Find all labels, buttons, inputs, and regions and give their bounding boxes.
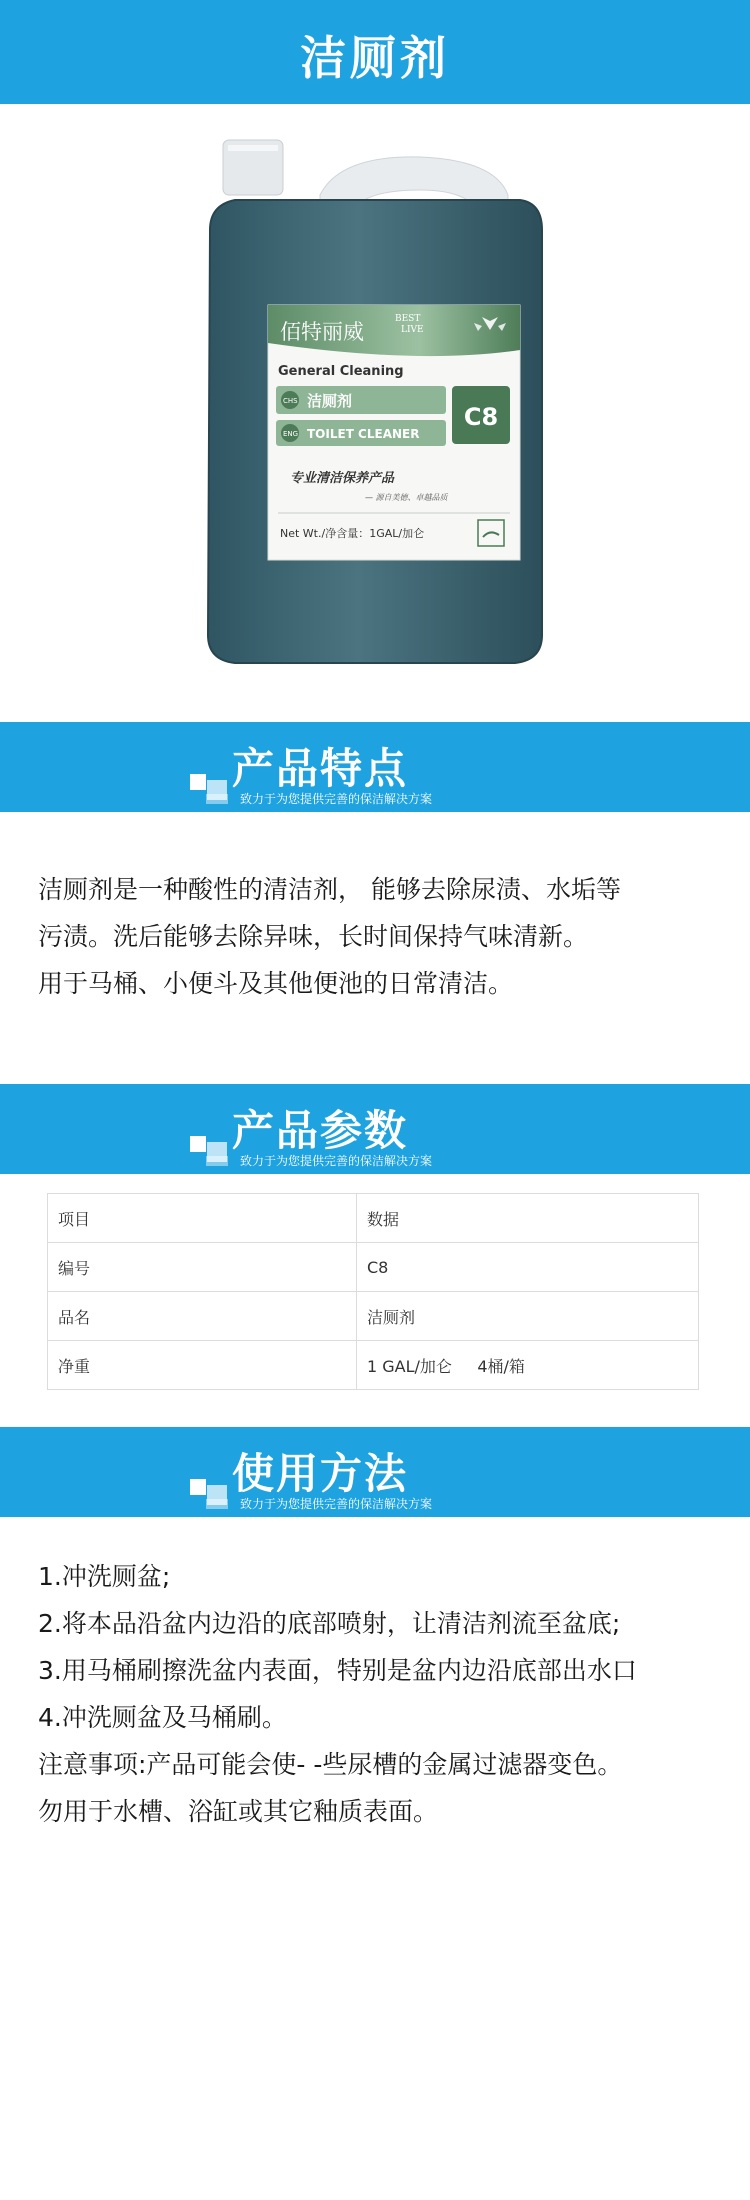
features-line: 洁厕剂是一种酸性的清洁剂， 能够去除尿渍、水垢等 — [38, 875, 621, 904]
square-icon — [190, 1479, 206, 1495]
usage-instructions — [38, 1553, 718, 1835]
features-description — [38, 866, 718, 1007]
product-code: C8 — [463, 403, 499, 431]
features-subtitle: 致力于为您提供完善的保洁解决方案 — [240, 792, 433, 806]
brand-cn: 佰特丽威 — [280, 320, 364, 344]
square-icon — [206, 794, 228, 804]
square-icon — [190, 774, 206, 790]
label-name-en: TOILET CLEANER — [307, 427, 420, 441]
usage-line: 注意事项:产品可能会使- -些尿槽的金属过滤器变色。 — [38, 1750, 623, 1779]
label-name-cn: 洁厕剂 — [307, 392, 353, 410]
table-cell: C8 — [357, 1243, 699, 1292]
category-label: General Cleaning — [278, 364, 404, 379]
usage-line: 2.将本品沿盆内边沿的底部喷射，让清洁剂流至盆底; — [38, 1609, 621, 1638]
table-cell: 品名 — [48, 1292, 357, 1341]
product-label — [268, 305, 520, 560]
brand-en-2: LIVE — [401, 325, 424, 335]
params-table — [47, 1193, 699, 1390]
table-cell: 数据 — [357, 1194, 699, 1243]
params-title: 产品参数 — [232, 1106, 409, 1155]
net-weight: Net Wt./净含量：1GAL/加仑 — [280, 527, 425, 540]
usage-subtitle: 致力于为您提供完善的保洁解决方案 — [240, 1497, 433, 1511]
params-subtitle: 致力于为您提供完善的保洁解决方案 — [240, 1154, 433, 1168]
square-icon — [190, 1136, 206, 1152]
features-line: 污渍。洗后能够去除异味，长时间保持气味清新。 — [38, 922, 589, 951]
page-title: 洁厕剂 — [300, 31, 450, 85]
usage-title: 使用方法 — [232, 1449, 409, 1498]
table-cell: 净重 — [48, 1341, 357, 1390]
title-banner — [0, 0, 750, 104]
params-banner — [0, 1084, 750, 1174]
usage-line: 3.用马桶刷擦洗盆内表面，特别是盆内边沿底部出水口 — [38, 1656, 637, 1685]
slogan-sub: — 源自美德、卓越品质 — [365, 493, 448, 502]
square-icon — [206, 1499, 228, 1509]
usage-banner — [0, 1427, 750, 1517]
table-cell: 1 GAL/加仑 4桶/箱 — [357, 1341, 699, 1390]
eng-tag: ENG — [283, 430, 299, 438]
table-cell: 项目 — [48, 1194, 357, 1243]
usage-line: 1.冲洗厕盆; — [38, 1562, 171, 1591]
usage-line: 4.冲洗厕盆及马桶刷。 — [38, 1703, 287, 1732]
table-cell: 洁厕剂 — [357, 1292, 699, 1341]
square-icon — [206, 1156, 228, 1166]
table-row — [48, 1292, 699, 1341]
usage-line: 勿用于水槽、浴缸或其它釉质表面。 — [38, 1797, 439, 1826]
features-banner — [0, 722, 750, 812]
brand-en-1: BEST — [395, 314, 421, 324]
features-title: 产品特点 — [232, 744, 409, 793]
table-row — [48, 1194, 699, 1243]
table-cell: 编号 — [48, 1243, 357, 1292]
product-image — [190, 135, 550, 675]
table-row — [48, 1243, 699, 1292]
slogan: 专业清洁保养产品 — [290, 471, 395, 486]
features-line: 用于马桶、小便斗及其他便池的日常清洁。 — [38, 969, 514, 998]
table-row — [48, 1341, 699, 1390]
chs-tag: CHS — [283, 397, 298, 405]
